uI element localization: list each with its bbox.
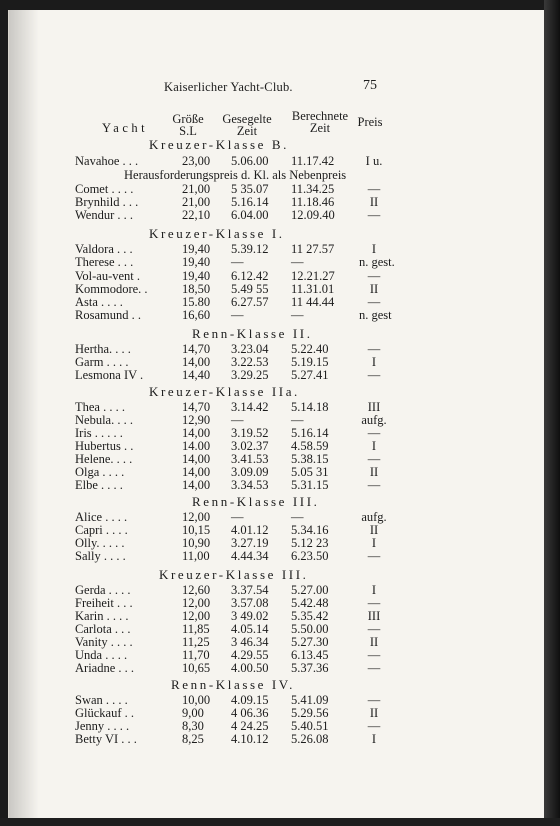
sailed-time: 4 24.25 [231, 719, 269, 733]
sailed-time: 6.12.42 [231, 269, 269, 283]
prize: — [367, 182, 381, 196]
book-page [8, 10, 545, 822]
table-row [9, 439, 545, 453]
prize: II [369, 635, 379, 649]
table-row [9, 208, 545, 222]
calculated-time: 12.21.27 [291, 269, 335, 283]
table-row [9, 609, 545, 623]
prize: II [369, 195, 379, 209]
prize: — [367, 342, 381, 356]
column-header-prize: Preis [357, 115, 383, 129]
prize: aufg. [361, 413, 387, 427]
column-header-calc-line2: Zeit [309, 121, 331, 135]
calculated-time: — [291, 255, 304, 269]
table-row [9, 182, 545, 196]
yacht-size: 14.00 [182, 439, 211, 453]
yacht-size: 14,40 [182, 368, 211, 382]
calculated-time: 5.50.00 [291, 622, 329, 636]
sailed-time: 3 46.34 [231, 635, 269, 649]
yacht-name: Karin . . . . [75, 609, 129, 623]
section-title: Kreuzer-Klasse B. [149, 137, 289, 152]
yacht-name: Olly. . . . . [75, 536, 125, 550]
sailed-time: 5.39.12 [231, 242, 269, 256]
running-title: Kaiserlicher Yacht-Club. [164, 80, 293, 94]
yacht-name: Jenny . . . . [75, 719, 130, 733]
yacht-size: 14,00 [182, 426, 211, 440]
yacht-size: 23,00 [182, 154, 211, 168]
sailed-time: — [231, 413, 244, 427]
table-row [9, 295, 545, 309]
prize: I [371, 732, 377, 746]
sailed-time: 5.06.00 [231, 154, 269, 168]
sailed-time: 4.00.50 [231, 661, 269, 675]
calculated-time: 5.31.15 [291, 478, 329, 492]
table-row [9, 308, 545, 322]
yacht-name: Rosamund . . [75, 308, 141, 322]
yacht-name: Navahoe . . . [75, 154, 139, 168]
table-row [9, 510, 545, 524]
yacht-name: Hertha. . . . [75, 342, 131, 356]
sailed-time: 4.01.12 [231, 523, 269, 537]
prize: — [367, 622, 381, 636]
table-row [9, 426, 545, 440]
table-row [9, 661, 545, 675]
table-row [9, 400, 545, 414]
yacht-size: 19,40 [182, 242, 211, 256]
prize: I [371, 583, 377, 597]
yacht-name: Capri . . . . [75, 523, 128, 537]
yacht-name: Elbe . . . . [75, 478, 123, 492]
column-header-sailed-line1: Gesegelte [222, 112, 272, 126]
sailed-time: 3.27.19 [231, 536, 269, 550]
column-header-size [167, 113, 209, 137]
table-row [9, 413, 545, 427]
table-row [9, 195, 545, 209]
calculated-time: 5.34.16 [291, 523, 329, 537]
sailed-time: 3.22.53 [231, 355, 269, 369]
prize: — [367, 452, 381, 466]
yacht-name: Hubertus . . [75, 439, 134, 453]
sailed-time: 3.29.25 [231, 368, 269, 382]
table-row [9, 478, 545, 492]
calculated-time: 5.37.36 [291, 661, 329, 675]
prize: II [369, 465, 379, 479]
sailed-time: 3.41.53 [231, 452, 269, 466]
yacht-size: 8,30 [182, 719, 204, 733]
calculated-time: 5.27.00 [291, 583, 329, 597]
prize: n. gest. [359, 255, 395, 269]
yacht-size: 19,40 [182, 269, 211, 283]
sailed-time: 5.49 55 [231, 282, 269, 296]
sailed-time: 4.09.15 [231, 693, 269, 707]
calculated-time: 11.34.25 [291, 182, 335, 196]
yacht-name: Iris . . . . . [75, 426, 123, 440]
yacht-size: 18,50 [182, 282, 211, 296]
yacht-size: 15.80 [182, 295, 211, 309]
sailed-time: 3.02.37 [231, 439, 269, 453]
yacht-name: Thea . . . . [75, 400, 125, 414]
sailed-time: 3.14.42 [231, 400, 269, 414]
yacht-size: 10,15 [182, 523, 211, 537]
calculated-time: 5.41.09 [291, 693, 329, 707]
yacht-size: 14,00 [182, 465, 211, 479]
yacht-size: 22,10 [182, 208, 211, 222]
table-row [9, 706, 545, 720]
calculated-time: 5.16.14 [291, 426, 329, 440]
table-row [9, 154, 545, 168]
section-title: Renn-Klasse II. [192, 326, 313, 341]
table-row [9, 355, 545, 369]
yacht-name: Lesmona IV . [75, 368, 144, 382]
section-note: Herausforderungspreis d. Kl. als Nebenpreis [124, 168, 347, 182]
section-title: Kreuzer-Klasse I. [149, 226, 285, 241]
prize: — [367, 693, 381, 707]
table-row [9, 596, 545, 610]
yacht-name: Carlota . . . [75, 622, 131, 636]
prize: — [367, 478, 381, 492]
section-title: Renn-Klasse IV. [171, 677, 295, 692]
prize: — [367, 596, 381, 610]
section-title: Kreuzer-Klasse III. [159, 567, 309, 582]
sailed-time: 4.10.12 [231, 732, 269, 746]
yacht-size: 10,90 [182, 536, 211, 550]
yacht-name: Glückauf . . [75, 706, 135, 720]
yacht-size: 12,90 [182, 413, 211, 427]
prize: I [371, 536, 377, 550]
column-header-sailed-line2: Zeit [236, 124, 258, 138]
calculated-time: 11 44.44 [291, 295, 335, 309]
yacht-name: Swan . . . . [75, 693, 128, 707]
prize: — [367, 368, 381, 382]
sailed-time: 4.29.55 [231, 648, 269, 662]
yacht-size: 19,40 [182, 255, 211, 269]
yacht-name: Comet . . . . [75, 182, 134, 196]
yacht-name: Asta . . . . [75, 295, 123, 309]
yacht-name: Gerda . . . . [75, 583, 131, 597]
calculated-time: 5.26.08 [291, 732, 329, 746]
table-row [9, 549, 545, 563]
yacht-size: 14,70 [182, 400, 211, 414]
sailed-time: 3.23.04 [231, 342, 269, 356]
calculated-time: 5.05 31 [291, 465, 329, 479]
yacht-name: Valdora . . . [75, 242, 133, 256]
prize: II [369, 523, 379, 537]
prize: — [367, 661, 381, 675]
table-row [9, 635, 545, 649]
yacht-size: 14,70 [182, 342, 211, 356]
calculated-time: 11.17.42 [291, 154, 335, 168]
sailed-time: 6.27.57 [231, 295, 269, 309]
scan-border [0, 818, 560, 826]
sailed-time: 4 06.36 [231, 706, 269, 720]
calculated-time: 6.23.50 [291, 549, 329, 563]
calculated-time: 11.18.46 [291, 195, 335, 209]
yacht-size: 11,25 [182, 635, 210, 649]
prize: III [367, 400, 381, 414]
column-header-size-line1: Größe [172, 112, 204, 126]
sailed-time: 3 49.02 [231, 609, 269, 623]
yacht-size: 8,25 [182, 732, 204, 746]
yacht-size: 14,00 [182, 452, 211, 466]
sailed-time: 5.16.14 [231, 195, 269, 209]
table-row [9, 282, 545, 296]
table-row [9, 583, 545, 597]
calculated-time: — [291, 510, 304, 524]
yacht-name: Garm . . . . [75, 355, 129, 369]
prize: — [367, 295, 381, 309]
calculated-time: 5.22.40 [291, 342, 329, 356]
yacht-size: 16,60 [182, 308, 211, 322]
yacht-size: 11,00 [182, 549, 210, 563]
yacht-size: 21,00 [182, 195, 211, 209]
page-number: 75 [363, 78, 377, 93]
calculated-time: 5.35.42 [291, 609, 329, 623]
table-row [9, 452, 545, 466]
sailed-time: 6.04.00 [231, 208, 269, 222]
yacht-name: Therese . . . [75, 255, 134, 269]
calculated-time: 4.58.59 [291, 439, 329, 453]
table-row [9, 368, 545, 382]
table-row [9, 732, 545, 746]
prize: I [371, 242, 377, 256]
yacht-name: Unda . . . . [75, 648, 128, 662]
yacht-size: 11,85 [182, 622, 210, 636]
yacht-size: 12,00 [182, 596, 211, 610]
yacht-name: Helene. . . . [75, 452, 133, 466]
table-row [9, 342, 545, 356]
prize: — [367, 269, 381, 283]
prize: — [367, 426, 381, 440]
calculated-time: 5.12 23 [291, 536, 329, 550]
column-header-yacht: Yacht [102, 121, 149, 135]
calculated-time: 11.31.01 [291, 282, 335, 296]
calculated-time: — [291, 308, 304, 322]
column-header-sailed-time [215, 113, 279, 137]
table-row [9, 465, 545, 479]
calculated-time: 6.13.45 [291, 648, 329, 662]
sailed-time: — [231, 255, 244, 269]
calculated-time: — [291, 413, 304, 427]
sailed-time: 3.09.09 [231, 465, 269, 479]
yacht-size: 12,60 [182, 583, 211, 597]
sailed-time: 3.37.54 [231, 583, 269, 597]
sailed-time: 4.05.14 [231, 622, 269, 636]
prize: I [371, 355, 377, 369]
sailed-time: — [231, 510, 244, 524]
calculated-time: 5.14.18 [291, 400, 329, 414]
sailed-time: — [231, 308, 244, 322]
prize: — [367, 648, 381, 662]
prize: aufg. [361, 510, 387, 524]
table-row [9, 269, 545, 283]
yacht-size: 12,00 [182, 510, 211, 524]
calculated-time: 5.40.51 [291, 719, 329, 733]
yacht-name: Ariadne . . . [75, 661, 135, 675]
yacht-size: 11,70 [182, 648, 210, 662]
table-row [9, 622, 545, 636]
prize: II [369, 706, 379, 720]
yacht-name: Vanity . . . . [75, 635, 133, 649]
table-row [9, 255, 545, 269]
sailed-time: 3.34.53 [231, 478, 269, 492]
table-row [9, 536, 545, 550]
yacht-name: Betty VI . . . [75, 732, 137, 746]
table-row [9, 242, 545, 256]
prize: n. gest [359, 308, 392, 322]
yacht-size: 14,00 [182, 478, 211, 492]
yacht-name: Freiheit . . . [75, 596, 133, 610]
calculated-time: 11 27.57 [291, 242, 335, 256]
yacht-name: Nebula. . . . [75, 413, 133, 427]
yacht-size: 10,00 [182, 693, 211, 707]
table-row [9, 523, 545, 537]
yacht-size: 21,00 [182, 182, 211, 196]
prize: III [367, 609, 381, 623]
sailed-time: 4.44.34 [231, 549, 269, 563]
prize: — [367, 719, 381, 733]
prize: I [371, 439, 377, 453]
yacht-size: 14,00 [182, 355, 211, 369]
column-header-calculated-time [286, 110, 354, 134]
table-row [9, 719, 545, 733]
column-header-size-line2: S.L [179, 124, 197, 138]
book-edge [544, 0, 560, 826]
sailed-time: 3.19.52 [231, 426, 269, 440]
section-title: Kreuzer-Klasse IIa. [149, 384, 300, 399]
table-row [9, 693, 545, 707]
calculated-time: 5.42.48 [291, 596, 329, 610]
prize: — [367, 549, 381, 563]
calculated-time: 5.27.30 [291, 635, 329, 649]
calculated-time: 5.19.15 [291, 355, 329, 369]
yacht-name: Kommodore. . [75, 282, 148, 296]
calculated-time: 5.27.41 [291, 368, 329, 382]
prize: — [367, 208, 381, 222]
calculated-time: 5.38.15 [291, 452, 329, 466]
prize: I u. [365, 154, 383, 168]
yacht-name: Wendur . . . [75, 208, 134, 222]
table-row [9, 648, 545, 662]
yacht-name: Vol-au-vent . [75, 269, 141, 283]
calculated-time: 5.29.56 [291, 706, 329, 720]
yacht-name: Olga . . . . [75, 465, 125, 479]
yacht-size: 9,00 [182, 706, 204, 720]
prize: II [369, 282, 379, 296]
yacht-name: Sally . . . . [75, 549, 126, 563]
yacht-name: Brynhild . . . [75, 195, 139, 209]
yacht-name: Alice . . . . [75, 510, 128, 524]
calculated-time: 12.09.40 [291, 208, 335, 222]
section-title: Renn-Klasse III. [192, 494, 320, 509]
yacht-size: 12,00 [182, 609, 211, 623]
sailed-time: 5 35.07 [231, 182, 269, 196]
yacht-size: 10,65 [182, 661, 211, 675]
sailed-time: 3.57.08 [231, 596, 269, 610]
column-header-calc-line1: Berechnete [291, 109, 349, 123]
